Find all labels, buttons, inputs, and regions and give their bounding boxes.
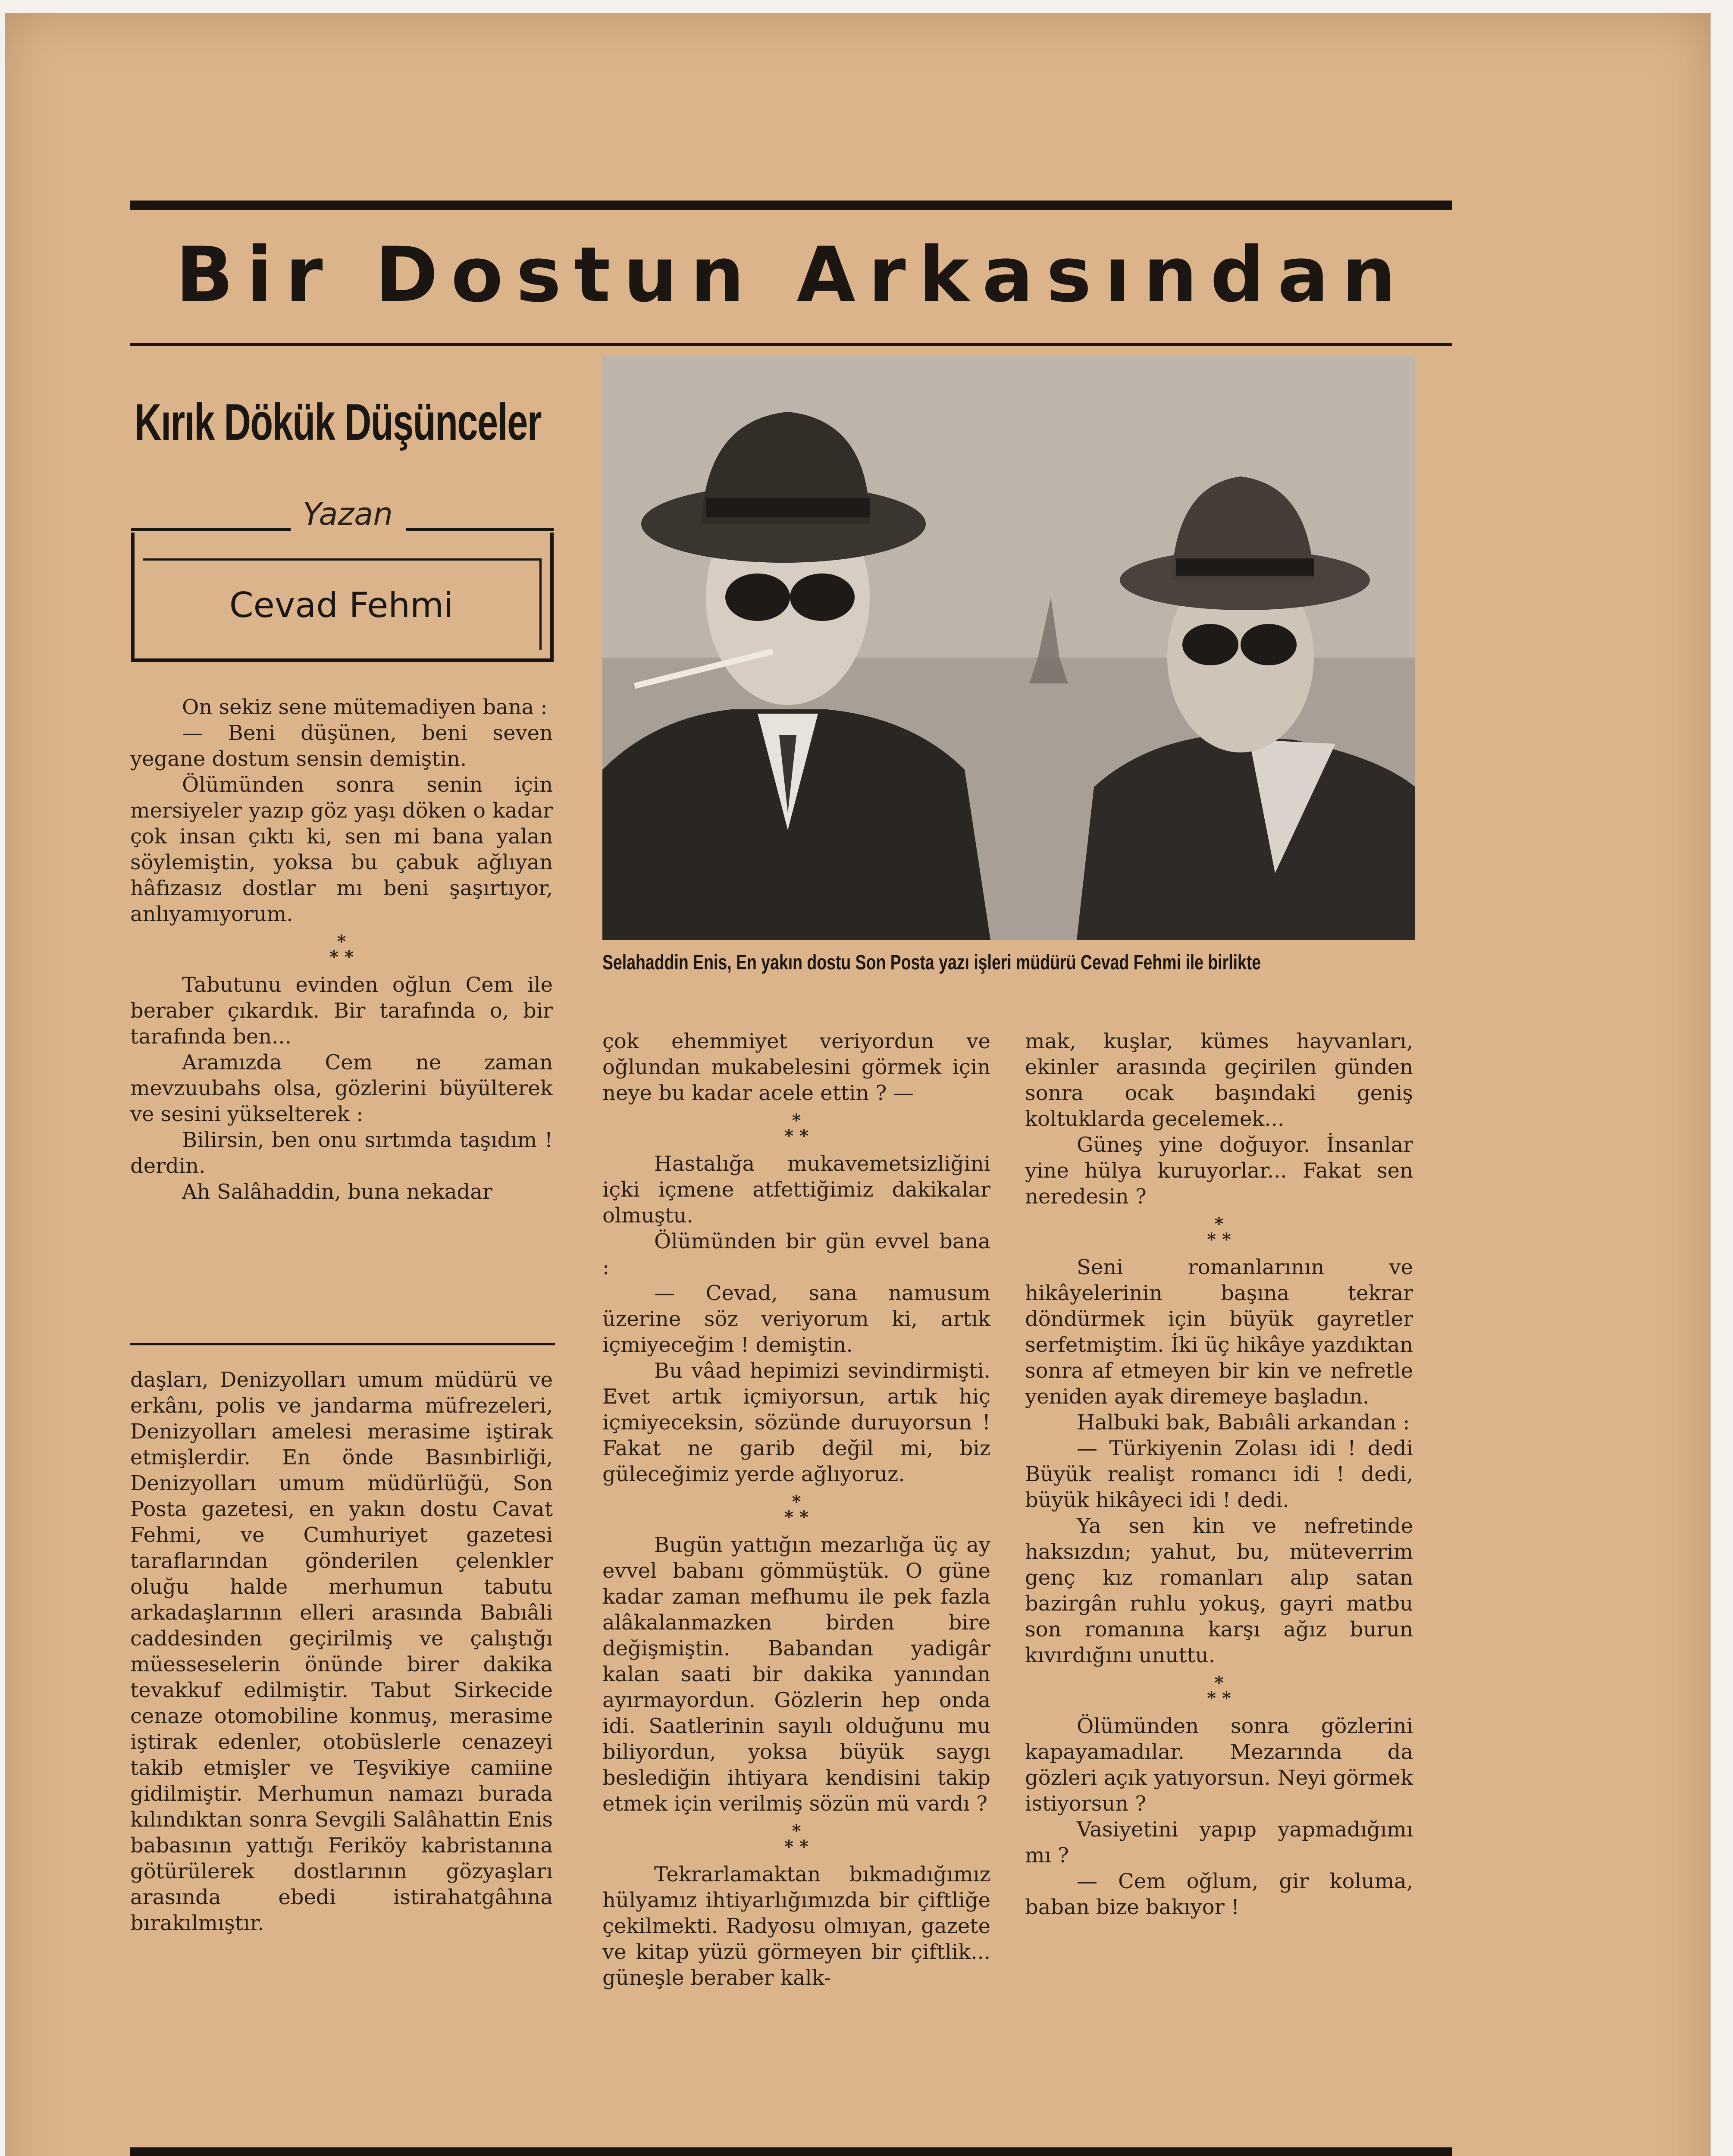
article-title: Bir Dostun Arkasından xyxy=(175,231,1409,319)
paragraph: On sekiz sene mütemadiyen bana : xyxy=(182,695,548,719)
paragraph: Hastalığa mukavemetsizliğini içki içmene atfettiğimiz dakikalar olmuştu. xyxy=(602,1152,990,1228)
paragraph: Bugün yattığın mezarlığa üç ay evvel babanı gömmüştük. O güne kadar zaman mefhumu ile pek fazla alâkalanmazken birden bire değişmiştin. Babandan yadigâr kalan saati bir dakika yanından ayırmayordun. Gözlerin hep onda idi. Saatlerinin sayılı olduğunu mu biliyordun, yoksa büyük saygı beslediğin ihtiyara kendisini takip etmek için verilmiş sözün mü vardı ? xyxy=(602,1533,990,1816)
paragraph: Ölümünden sonra gözlerini kapayamadılar. Mezarında da gözleri açık yatıyorsun. Neyi görmek istiyorsun ? xyxy=(1025,1714,1413,1816)
author-box xyxy=(131,533,554,662)
byline-rule-right xyxy=(406,528,554,531)
section-asterism: * * * xyxy=(784,1492,809,1527)
paragraph: çok ehemmiyet veriyordun ve oğlundan mukabelesini görmek için neye bu kadar acele ettin ? — xyxy=(602,1029,990,1105)
paragraph: — Cevad, sana namusum üzerine söz veriyorum ki, artık içmiyeceğim ! demiştin. xyxy=(602,1281,990,1357)
article-subtitle: Kırık Dökük Düşünceler xyxy=(135,393,542,451)
paragraph: — Türkiyenin Zolası idi ! dedi Büyük realişt romancı idi ! dedi, büyük hikâyeci idi ! dedi. xyxy=(1025,1436,1413,1512)
photo-caption: Selahaddin Enis, En yakın dostu Son Posta yazı işleri müdürü Cevad Fehmi ile birlikte xyxy=(602,951,1261,974)
section-asterism: * * * xyxy=(1207,1673,1231,1708)
paragraph: Ah Salâhaddin, buna nekadar xyxy=(182,1180,492,1204)
paragraph: Bu vâad hepimizi sevindirmişti. Evet artık içmiyorsun, artık hiç içmiyeceksin, sözünde duruyorsun ! Fakat ne garib değil mi, biz güleceğimiz yerde ağlıyoruz. xyxy=(602,1359,990,1486)
column-1-divider xyxy=(130,1343,555,1345)
section-asterism: * * * xyxy=(329,931,354,967)
section-asterism: * * * xyxy=(1207,1214,1231,1250)
author-inner-frame xyxy=(143,558,542,650)
paragraph: Tekrarlamaktan bıkmadığımız hülyamız ihtiyarlığımızda bir çiftliğe çekilmekti. Radyosu olmıyan, gazete ve kitap yüzü görmeyen bir çiftlik... güneşle beraber kalk- xyxy=(602,1862,990,1990)
photo-illustration xyxy=(602,356,1415,940)
paragraph: daşları, Denizyolları umum müdürü ve erkânı, polis ve jandarma müfrezeleri, Denizyolları amelesi merasime iştirak etmişlerdir. En önde Basınbirliği, Denizyolları umum müdürlüğü, Son Posta gazetesi, en yakın dostu Cavat Fehmi, ve Cumhuriyet gazetesi taraflarından gönderilen çelenkler oluğu halde merhumun tabutu arkadaşlarının elleri arasında Babıâli caddesinden geçirilmiş ve çalıştığı müesseselerin önünde birer dakika tevakkuf edilmiştir. Tabut Sirkecide cenaze otomobiline konmuş, merasime iştirak edenler, otobüslerle cenazeyi takib etmişler ve Teşvikiye camiine gidilmiştir. Merhumun namazı burada kılındıktan sonra Sevgili Salâhattin Enis babasının yattığı Feriköy kabristanına götürülerek dostlarının gözyaşları arasında ebedi istirahatgâhına bırakılmıştır. xyxy=(130,1368,553,1935)
bottom-rule xyxy=(130,2147,1452,2156)
paragraph: Aramızda Cem ne zaman mevzuubahs olsa, gözlerini büyülterek ve sesini yükselterek : xyxy=(130,1050,553,1126)
paragraph: Güneş yine doğuyor. İnsanlar yine hülya kuruyorlar... Fakat sen neredesin ? xyxy=(1025,1133,1413,1209)
column-2 xyxy=(602,1028,990,1991)
paragraph: Bilirsin, ben onu sırtımda taşıdım ! derdin. xyxy=(130,1128,553,1178)
byline-rule-left xyxy=(131,528,291,531)
paragraph: Seni romanlarının ve hikâyelerinin başına tekrar döndürmek için büyük gayretler serfetmiştim. İki üç hikâye yazdıktan sonra af etmeyen bir kin ve nefretle yeniden ayak diremeye başladın. xyxy=(1025,1255,1413,1409)
newspaper-page xyxy=(5,13,1711,2156)
paragraph: mak, kuşlar, kümes hayvanları, ekinler arasında geçirilen günden sonra ocak başındaki geniş koltuklarda gecelemek... xyxy=(1025,1029,1413,1131)
column-1-bottom xyxy=(130,1367,553,1936)
column-3 xyxy=(1025,1028,1413,1920)
byline-label: Yazan xyxy=(303,496,393,532)
portrait-photo xyxy=(602,356,1415,940)
column-1-top xyxy=(130,694,553,1205)
title-rule xyxy=(130,343,1452,346)
paragraph: — Beni düşünen, beni seven yegane dostum sensin demiştin. xyxy=(130,721,553,771)
paragraph: Ölümünden bir gün evvel bana : xyxy=(602,1229,990,1279)
author-name: Cevad Fehmi xyxy=(229,585,454,625)
section-asterism: * * * xyxy=(784,1821,809,1857)
paragraph: Halbuki bak, Babıâli arkandan : xyxy=(1077,1410,1410,1435)
paragraph: Ölümünden sonra senin için mersiyeler yazıp göz yaşı döken o kadar çok insan çıktı ki, sen mi bana yalan söylemiştin, yoksa bu çabuk ağlıyan hâfızasız dostlar mı beni şaşırtıyor, anlıyamıyorum. xyxy=(130,773,553,926)
section-asterism: * * * xyxy=(784,1110,809,1146)
top-rule xyxy=(130,201,1452,210)
paragraph: Ya sen kin ve nefretinde haksızdın; yahut, bu, müteverrim genç kız romanları alıp satan bazirgân ruhlu yokuş, gayri matbu son romanına karşı ağız burun kıvırdığını unuttu. xyxy=(1025,1514,1413,1667)
paragraph: Tabutunu evinden oğlun Cem ile beraber çıkardık. Bir tarafında o, bir tarafında ben... xyxy=(130,973,553,1049)
paragraph: — Cem oğlum, gir koluma, baban bize bakıyor ! xyxy=(1025,1869,1413,1919)
paragraph: Vasiyetini yapıp yapmadığımı mı ? xyxy=(1025,1818,1413,1868)
